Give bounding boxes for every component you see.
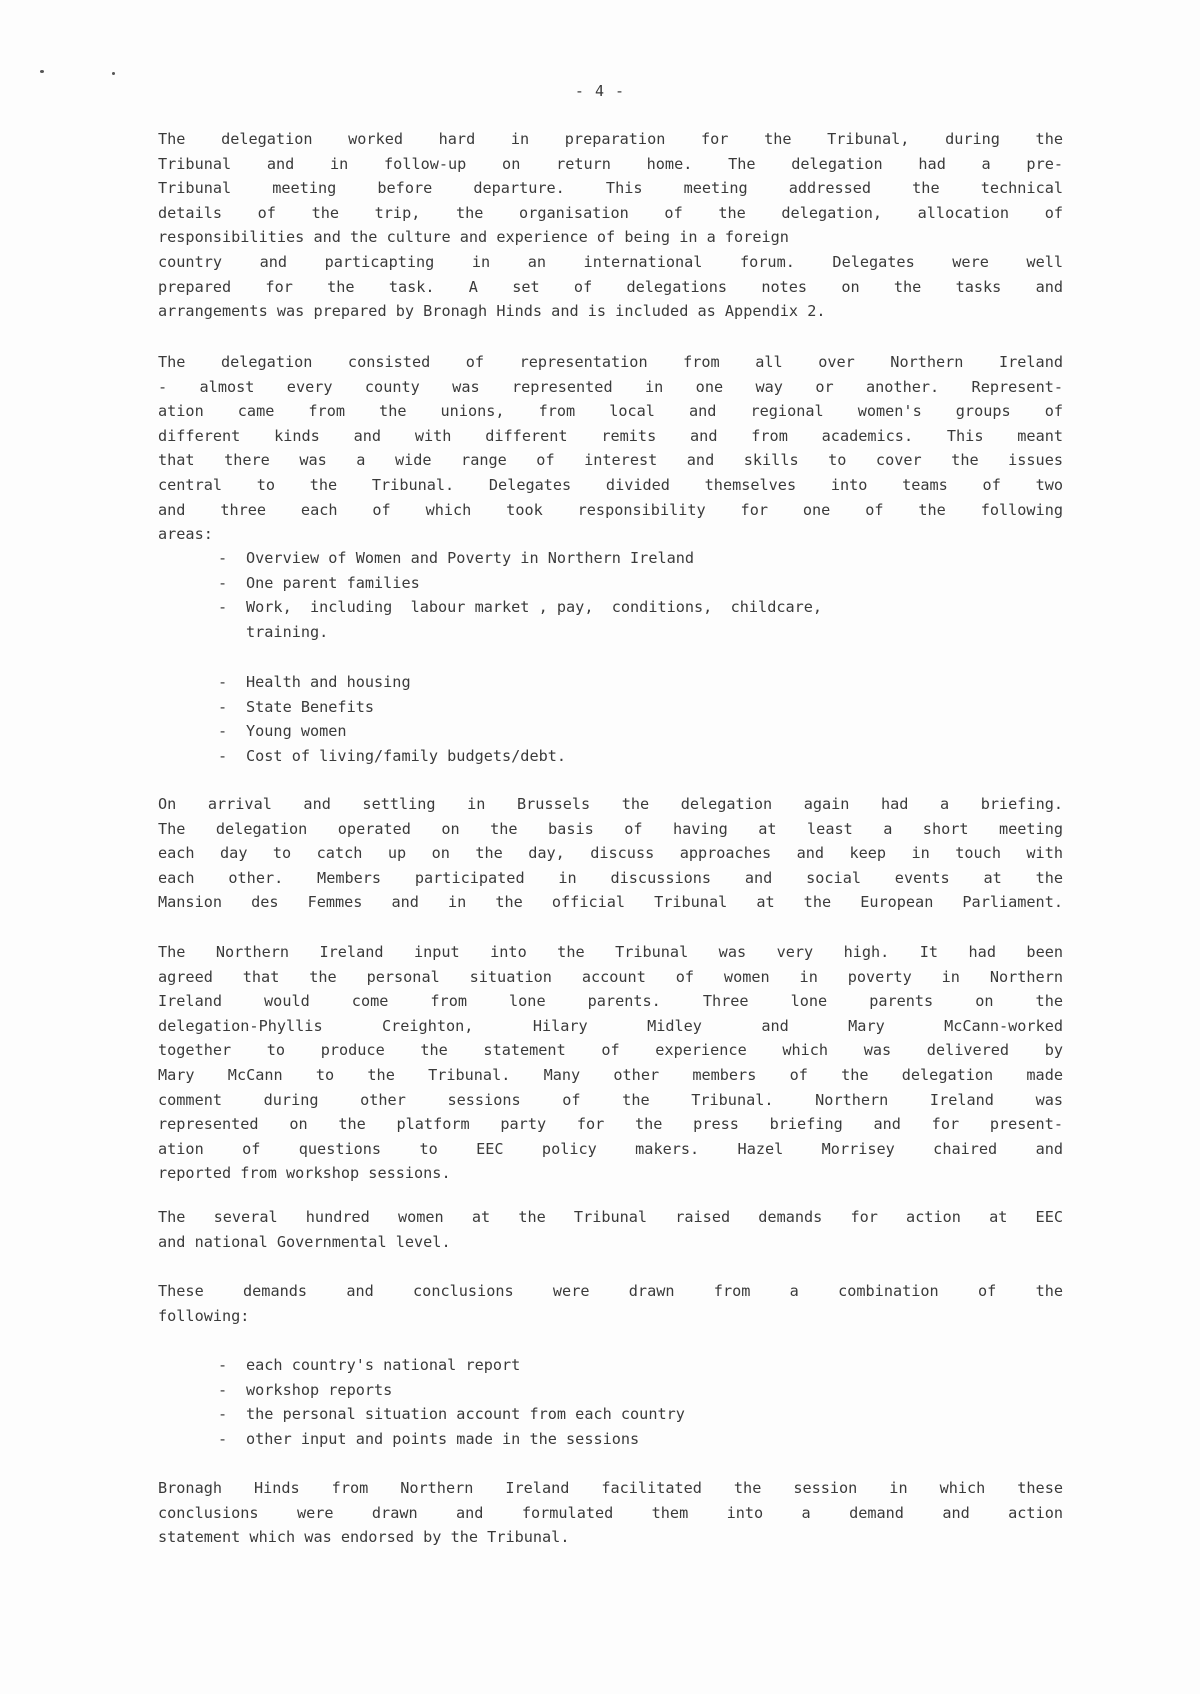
list-item-text: other input and points made in the sessions [246, 1429, 640, 1448]
text-line: and three each of which took responsibility for one of the following [158, 500, 1063, 519]
paragraph-demands-sources [158, 1279, 1063, 1328]
list-item-continuation [218, 620, 1063, 645]
text-line: Mansion des Femmes and in the official Tribunal at the European Parliament. [158, 893, 1063, 912]
text-line: arrangements was prepared by Bronagh Hinds and is included as Appendix 2. [158, 302, 826, 321]
text-line: statement which was endorsed by the Tribunal. [158, 1528, 570, 1547]
text-line: details of the trip, the organisation of the delegation, allocation of [158, 203, 1063, 222]
dash-bullet: - [218, 1405, 228, 1424]
dash-bullet: - [218, 1429, 228, 1448]
list-item [218, 719, 1063, 744]
text-line: conclusions were drawn and formulated them into a demand and action [158, 1503, 1063, 1522]
list-item [218, 1427, 1063, 1452]
paragraph-demands-raised [158, 1205, 1063, 1254]
list-item [218, 695, 1063, 720]
text-line: areas: [158, 525, 213, 544]
text-line: and national Governmental level. [158, 1232, 451, 1251]
text-line: each day to catch up on the day, discuss approaches and keep in touch with [158, 844, 1063, 863]
paragraph-delegation-composition [158, 350, 1063, 547]
list-item [218, 546, 1063, 571]
areas-list [218, 546, 1063, 644]
list-item-text: training. [246, 622, 329, 641]
text-line: ation came from the unions, from local and regional women's groups of [158, 402, 1063, 421]
text-line: prepared for the task. A set of delegations notes on the tasks and [158, 277, 1063, 296]
paragraph-northern-ireland-input [158, 940, 1063, 1186]
text-line: represented on the platform party for the press briefing and for present- [158, 1115, 1063, 1134]
list-item-text: workshop reports [246, 1380, 393, 1399]
list-item [218, 571, 1063, 596]
text-line: together to produce the statement of experience which was delivered by [158, 1041, 1063, 1060]
text-line: delegation-Phyllis Creighton, Hilary Midley and Mary McCann-worked [158, 1016, 1063, 1035]
text-line: different kinds and with different remits and from academics. This meant [158, 426, 1063, 445]
list-item [218, 670, 1063, 695]
list-item-text: Work, including labour market , pay, conditions, childcare, [246, 598, 823, 617]
dash-bullet: - [218, 549, 228, 567]
list-item-text: Cost of living/family budgets/debt. [246, 746, 567, 765]
paragraph-bronagh-hinds [158, 1476, 1063, 1550]
list-item-text: Young women [246, 722, 347, 741]
list-item [218, 1353, 1063, 1378]
list-item [218, 744, 1063, 769]
text-line: The delegation worked hard in preparation for the Tribunal, during the [158, 130, 1063, 148]
list-item-text: each country's national report [246, 1356, 521, 1374]
scan-speck [40, 70, 44, 73]
paragraph-brussels-arrival [158, 792, 1063, 915]
dash-bullet: - [218, 1356, 228, 1374]
list-item-text: Overview of Women and Poverty in Northern Ireland [246, 549, 695, 567]
dash-bullet: - [218, 598, 228, 617]
dash-bullet: - [218, 746, 228, 765]
text-line: following: [158, 1306, 250, 1325]
text-line: Bronagh Hinds from Northern Ireland facilitated the session in which these [158, 1479, 1063, 1497]
text-line: The delegation operated on the basis of having at least a short meeting [158, 819, 1063, 838]
list-item [218, 1402, 1063, 1427]
text-line: comment during other sessions of the Tribunal. Northern Ireland was [158, 1090, 1063, 1109]
list-item-text: Health and housing [246, 673, 411, 691]
dash-bullet: - [218, 722, 228, 741]
text-line: each other. Members participated in discussions and social events at the [158, 868, 1063, 887]
dash-bullet: - [218, 573, 228, 592]
text-line: agreed that the personal situation account of women in poverty in Northern [158, 967, 1063, 986]
text-line: reported from workshop sessions. [158, 1164, 451, 1183]
text-line: responsibilities and the culture and experience of being in a foreign [158, 228, 789, 247]
text-line: central to the Tribunal. Delegates divided themselves into teams of two [158, 475, 1063, 494]
text-line: that there was a wide range of interest and skills to cover the issues [158, 451, 1063, 470]
text-line: The several hundred women at the Tribunal raised demands for action at EEC [158, 1208, 1063, 1226]
text-line: country and particapting in an international forum. Delegates were well [158, 252, 1063, 271]
text-line: Ireland would come from lone parents. Three lone parents on the [158, 992, 1063, 1011]
text-line: Mary McCann to the Tribunal. Many other members of the delegation made [158, 1065, 1063, 1084]
text-line: These demands and conclusions were drawn from a combination of the [158, 1282, 1063, 1300]
text-line: The Northern Ireland input into the Tribunal was very high. It had been [158, 943, 1063, 961]
page-number: - 4 - [574, 82, 626, 100]
text-line: Tribunal meeting before departure. This meeting addressed the technical [158, 179, 1063, 198]
scan-speck [112, 72, 115, 75]
text-line: Tribunal and in follow-up on return home. The delegation had a pre- [158, 154, 1063, 173]
paragraph-preparation [158, 127, 1063, 324]
list-item-text: One parent families [246, 573, 420, 592]
text-line: - almost every county was represented in one way or another. Represent- [158, 377, 1063, 396]
dash-bullet: - [218, 1380, 228, 1399]
sources-list [218, 1353, 1063, 1451]
text-line: ation of questions to EEC policy makers. Hazel Morrisey chaired and [158, 1139, 1063, 1158]
dash-bullet: - [218, 697, 228, 716]
list-item-text: the personal situation account from each country [246, 1405, 685, 1424]
text-line: On arrival and settling in Brussels the delegation again had a briefing. [158, 795, 1063, 813]
dash-bullet: - [218, 673, 228, 691]
areas-list-continued [218, 670, 1063, 768]
text-line: The delegation consisted of representation from all over Northern Ireland [158, 353, 1063, 371]
list-item-text: State Benefits [246, 697, 375, 716]
list-item [218, 595, 1063, 620]
list-item [218, 1378, 1063, 1403]
